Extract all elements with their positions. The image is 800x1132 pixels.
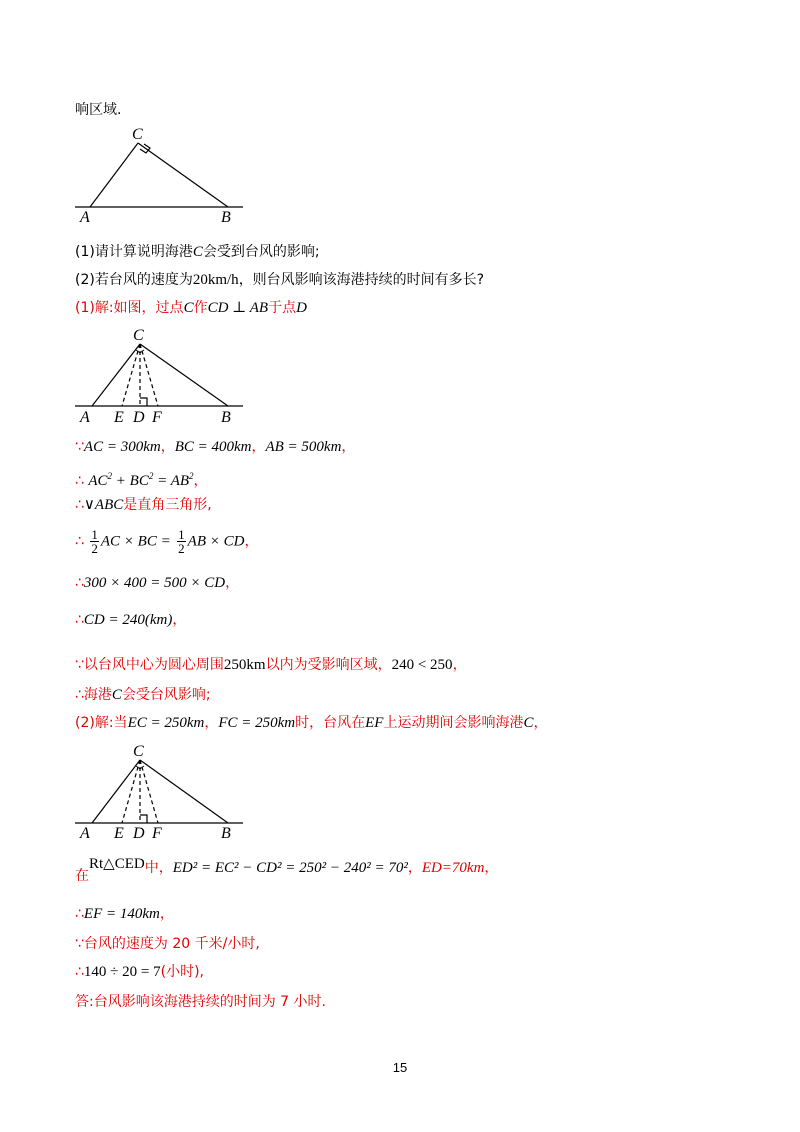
fig1-label-A: A [80,209,90,226]
fig2-label-F: F [152,409,162,426]
page-number: 15 [392,1060,408,1075]
solution-2-heading: (2)解:当EC = 250km，FC = 250km时，台风在EF上运动期间会影响海港C， [75,715,548,731]
time-line: ∴140 ÷ 20 = 7(小时), [75,964,204,980]
cd-result: ∴CD = 240(km)， [75,612,187,628]
fig3-label-B: B [221,825,231,842]
fig3-label-A: A [80,825,90,842]
ef-result: ∴EF = 140km， [75,906,174,922]
fig2-label-B: B [221,409,231,426]
fig2-label-D: D [133,409,145,426]
answer-line: 答:台风影响该海港持续的时间为 7 小时. [75,994,326,1010]
right-triangle-ced: 在Rt△CED中，ED² = EC² − CD² = 250² − 240² = 70²，ED=70km， [75,856,499,884]
product-equation: ∴300 × 400 = 500 × CD， [75,575,240,591]
affected-conclusion: ∴海港C会受台风影响; [75,687,211,703]
speed-line: ∵台风的速度为 20 千米/小时, [75,936,260,952]
fig3-label-E: E [114,825,124,842]
fig3-label-D: D [133,825,145,842]
given-lengths: ∵AC = 300km，BC = 400km，AB = 500km， [75,439,356,455]
question-1: (1)请计算说明海港C会受到台风的影响; [75,244,320,260]
triangle-figure-1 [75,143,243,207]
zone-condition: ∵以台风中心为圆心周围250km以内为受影响区域，240 < 250， [75,657,467,673]
fig3-label-C: C [133,743,144,760]
area-equation: ∴ $\frac{1}{2}$ AC × BC = $\frac{1}{2}$ AB × CD， [75,527,259,556]
fig1-label-B: B [221,209,231,226]
pythagoras-line: ∴ $AC^2 + BC^2 = AB^2$， [75,471,208,489]
fig3-label-F: F [152,825,162,842]
question-2: (2)若台风的速度为20km/h，则台风影响该海港持续的时间有多长? [75,272,485,288]
triangle-figure-3 [75,760,243,823]
fig2-label-C: C [133,327,144,344]
fig2-label-E: E [114,409,124,426]
triangle-figure-2 [75,344,243,406]
fig2-label-A: A [80,409,90,426]
fig1-label-C: C [132,126,143,143]
intro-text: 响区域. [75,102,122,118]
solution-1-heading: (1)解:如图，过点C作CD ⊥ AB于点D [75,300,307,316]
right-triangle-line: ∴∨ABC是直角三角形, [75,497,212,513]
